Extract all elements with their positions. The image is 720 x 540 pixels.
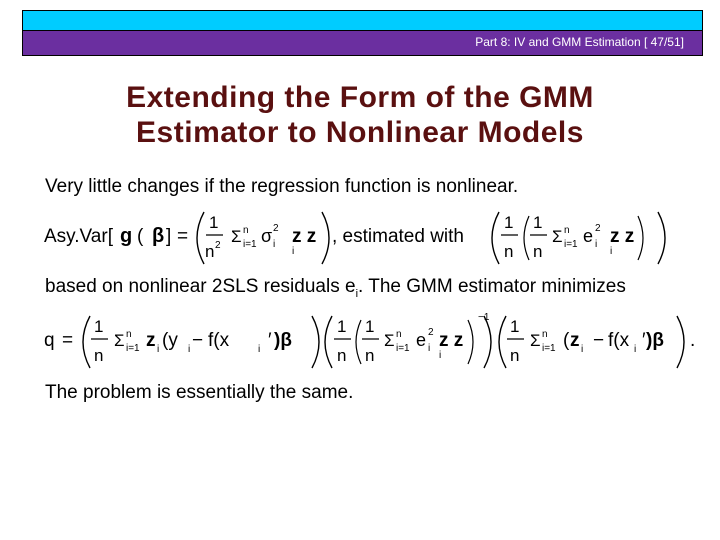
line3-main: based on nonlinear 2SLS residuals e bbox=[45, 276, 356, 297]
q-x-sub-2: i bbox=[634, 344, 637, 355]
fraction-denominator-2: n bbox=[504, 242, 514, 261]
q-sum3-upper: n bbox=[542, 329, 548, 340]
q-f-x-2: f(x bbox=[608, 330, 630, 351]
q-f-x: f(x bbox=[208, 330, 230, 351]
sum-lower: i=1 bbox=[243, 239, 257, 250]
zz-sub: i bbox=[292, 246, 295, 257]
fraction-denominator-3: n bbox=[533, 242, 543, 261]
q-z3: z bbox=[570, 330, 580, 351]
q-sum2: Σ bbox=[384, 331, 395, 350]
denominator-exponent: 2 bbox=[215, 240, 221, 251]
zz-term: z z bbox=[292, 226, 317, 247]
sum-lower-2: i=1 bbox=[564, 239, 578, 250]
estimated-with-label: , estimated with bbox=[332, 226, 464, 247]
zz-sub-2: i bbox=[610, 246, 613, 257]
q-z1-sub: i bbox=[157, 344, 160, 355]
text-line-3 bbox=[45, 276, 626, 300]
header-top-bar bbox=[22, 10, 689, 31]
big-paren-left bbox=[197, 212, 204, 264]
q-frac3-den: n bbox=[365, 346, 375, 365]
close-bracket: ] bbox=[166, 226, 172, 247]
big-paren-left-2 bbox=[492, 212, 499, 264]
slide-title bbox=[40, 80, 680, 150]
title-line-2: Estimator to Nonlinear Models bbox=[136, 116, 584, 149]
e-var: e bbox=[583, 226, 594, 246]
q-zz-sub: i bbox=[439, 350, 442, 361]
gmm-g: g bbox=[120, 225, 133, 247]
q-frac4-num: 1 bbox=[510, 317, 520, 336]
q-paren-left-2 bbox=[325, 316, 332, 368]
q-x-sub: i bbox=[258, 344, 261, 355]
sum-sign-2: Σ bbox=[552, 227, 563, 246]
big-paren-right bbox=[322, 212, 329, 264]
q-minus-1: − bbox=[192, 330, 204, 351]
sigma-sup: 2 bbox=[273, 223, 279, 234]
equals: = bbox=[177, 226, 189, 247]
q-minus-2: − bbox=[593, 330, 605, 351]
q-inner-paren-left bbox=[356, 320, 361, 364]
e-sub: i bbox=[595, 239, 598, 250]
q-z3-sub: i bbox=[581, 344, 584, 355]
q-frac2-num: 1 bbox=[337, 317, 347, 336]
sum-sign: Σ bbox=[231, 227, 242, 246]
header-label: Part 8: IV and GMM Estimation [ 47/51] bbox=[475, 35, 684, 49]
open-paren: ( bbox=[137, 226, 144, 247]
q-sum1: Σ bbox=[114, 331, 125, 350]
q-frac4-den: n bbox=[510, 346, 520, 365]
q-paren-right-1 bbox=[312, 316, 319, 368]
q-inner-paren-right bbox=[468, 320, 473, 364]
big-paren-right-2 bbox=[658, 212, 665, 264]
inner-paren-left bbox=[524, 216, 529, 260]
text-line-1: Very little changes if the regression function is nonlinear. bbox=[45, 176, 519, 197]
q-prime-1: ′ bbox=[268, 330, 272, 351]
q-beta-2: )β bbox=[646, 330, 664, 351]
q-frac3-num: 1 bbox=[365, 317, 375, 336]
line3-tail: . The GMM estimator minimizes bbox=[358, 276, 626, 297]
sigma-sub: i bbox=[273, 239, 276, 250]
q-y: (y bbox=[162, 330, 178, 351]
e-sup: 2 bbox=[595, 223, 601, 234]
q-sum1-upper: n bbox=[126, 329, 132, 340]
q-frac1-den: n bbox=[94, 346, 104, 365]
q-paren-right-2 bbox=[484, 316, 491, 368]
q-paren-right-3 bbox=[677, 316, 684, 368]
q-z1: z bbox=[146, 330, 156, 351]
q-zz: z z bbox=[439, 330, 464, 351]
sigma-i: σ bbox=[261, 226, 273, 246]
asy-var-label: Asy.Var[ bbox=[44, 226, 113, 247]
gmm-criterion-equation bbox=[40, 308, 700, 374]
q-beta-1: )β bbox=[274, 330, 292, 351]
fraction-numerator: 1 bbox=[209, 213, 219, 232]
zz-term-2: z z bbox=[610, 226, 635, 247]
q-sum2-lower: i=1 bbox=[396, 343, 410, 354]
q-sum3-lower: i=1 bbox=[542, 343, 556, 354]
q-e-sub: i bbox=[428, 343, 431, 354]
fraction-numerator-3: 1 bbox=[533, 213, 543, 232]
q-open-paren-3: ( bbox=[563, 330, 570, 351]
q-paren-left-1 bbox=[83, 316, 90, 368]
header-top-square bbox=[688, 10, 703, 31]
q-frac2-den: n bbox=[337, 346, 347, 365]
fraction-numerator-2: 1 bbox=[504, 213, 514, 232]
q-sum2-upper: n bbox=[396, 329, 402, 340]
q-y-sub: i bbox=[188, 344, 191, 355]
q-inverse-sup: −1 bbox=[478, 312, 490, 323]
line3-sub: i bbox=[355, 287, 359, 300]
asy-var-equation bbox=[40, 206, 700, 270]
sum-upper: n bbox=[243, 225, 249, 236]
q-sum3: Σ bbox=[530, 331, 541, 350]
header-bar bbox=[22, 30, 689, 56]
text-line-5: The problem is essentially the same. bbox=[45, 382, 354, 403]
q-prime-2: ′ bbox=[642, 330, 646, 351]
q-frac1-num: 1 bbox=[94, 317, 104, 336]
inner-paren-right bbox=[638, 216, 643, 260]
sum-upper-2: n bbox=[564, 225, 570, 236]
q-lhs: q bbox=[44, 330, 55, 351]
q-equals: = bbox=[62, 330, 74, 351]
q-sum1-lower: i=1 bbox=[126, 343, 140, 354]
q-e-sup: 2 bbox=[428, 327, 434, 338]
q-paren-left-3 bbox=[499, 316, 506, 368]
header-square bbox=[688, 30, 703, 56]
q-e-var: e bbox=[416, 330, 427, 350]
beta: β bbox=[152, 225, 165, 247]
title-line-1: Extending the Form of the GMM bbox=[126, 81, 594, 114]
q-period: . bbox=[690, 330, 696, 351]
fraction-denominator: n bbox=[205, 242, 215, 261]
